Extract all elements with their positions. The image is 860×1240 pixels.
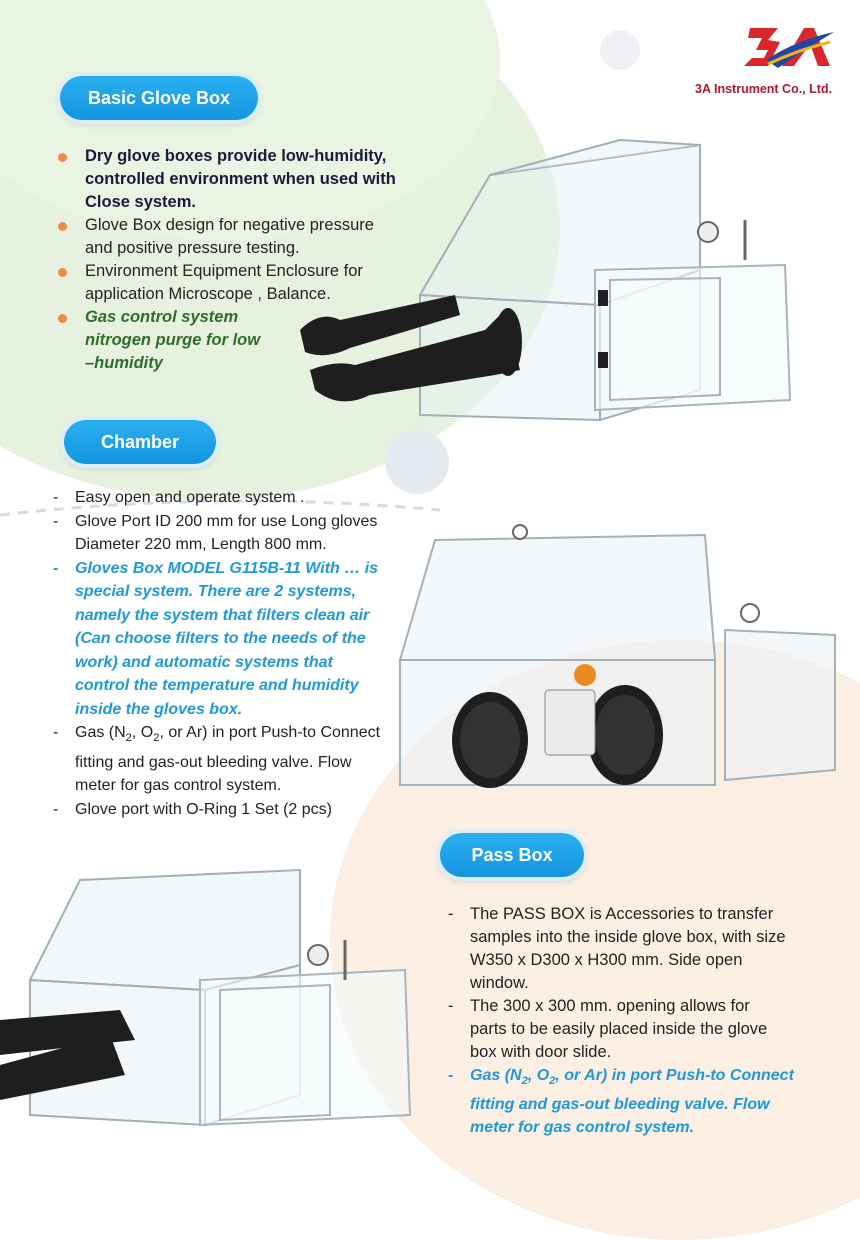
section-title-basic-glove-box: Basic Glove Box (60, 76, 258, 120)
basic-bullet: Glove Box design for negative pressure and positive pressure testing. (55, 214, 400, 260)
basic-bullet: Gas control system nitrogen purge for low –humidity (55, 306, 270, 375)
glove-box-with-balance-photo (395, 515, 845, 790)
chamber-list (50, 486, 410, 821)
logo-3a-icon (738, 20, 838, 80)
passbox-item-gas: - Gas ($N_2$, $O_2$, or Ar) in port Push-to Connect fitting and gas-out bleeding valve. Flow meter for gas control system. (448, 1067, 794, 1137)
basic-bullet: Environment Equipment Enclosure for application Microscope , Balance. (55, 260, 400, 306)
bullet-dot-icon (58, 268, 67, 277)
company-logo (695, 20, 838, 96)
chamber-item: - Easy open and operate system . (53, 489, 305, 506)
glove-box-with-pass-box-photo (280, 120, 805, 460)
passbox-item: - The 300 x 300 mm. opening allows for parts to be easily placed inside the glove box with door slide. (448, 997, 768, 1061)
chamber-item-gas: - Gas ($N_2$, $O_2$, or Ar) in port Push-to Connect fitting and gas-out bleeding valve. Flow meter for gas control system. (53, 724, 381, 795)
chamber-item: - Glove port with O-Ring 1 Set (2 pcs) (53, 800, 332, 818)
bullet-dot-icon (58, 153, 67, 162)
section-title-chamber: Chamber (64, 420, 216, 464)
bullet-dot-icon (58, 222, 67, 231)
bullet-dot-icon (58, 314, 67, 323)
passbox-list (445, 903, 800, 1139)
basic-bullet: Dry glove boxes provide low-humidity, controlled environment when used with Close system. (55, 145, 400, 214)
decor-circle (600, 30, 640, 70)
chamber-item: - Glove Port ID 200 mm for use Long gloves Diameter 220 mm, Length 800 mm. (53, 512, 378, 553)
chamber-item: - Gloves Box MODEL G115B-11 With … is special system. There are 2 systems, namely the system that filters clean air (Can choose filters to the needs of the work) and automatic systems that control the temperature and humidity inside the gloves box. (53, 559, 379, 718)
section-title-pass-box: Pass Box (440, 833, 584, 877)
glove-box-pass-box-side-photo (0, 840, 420, 1140)
passbox-item: - The PASS BOX is Accessories to transfer samples into the inside glove box, with size W350 x D300 x H300 mm. Side open window. (448, 905, 786, 992)
company-name: 3A Instrument Co., Ltd. (695, 82, 833, 96)
